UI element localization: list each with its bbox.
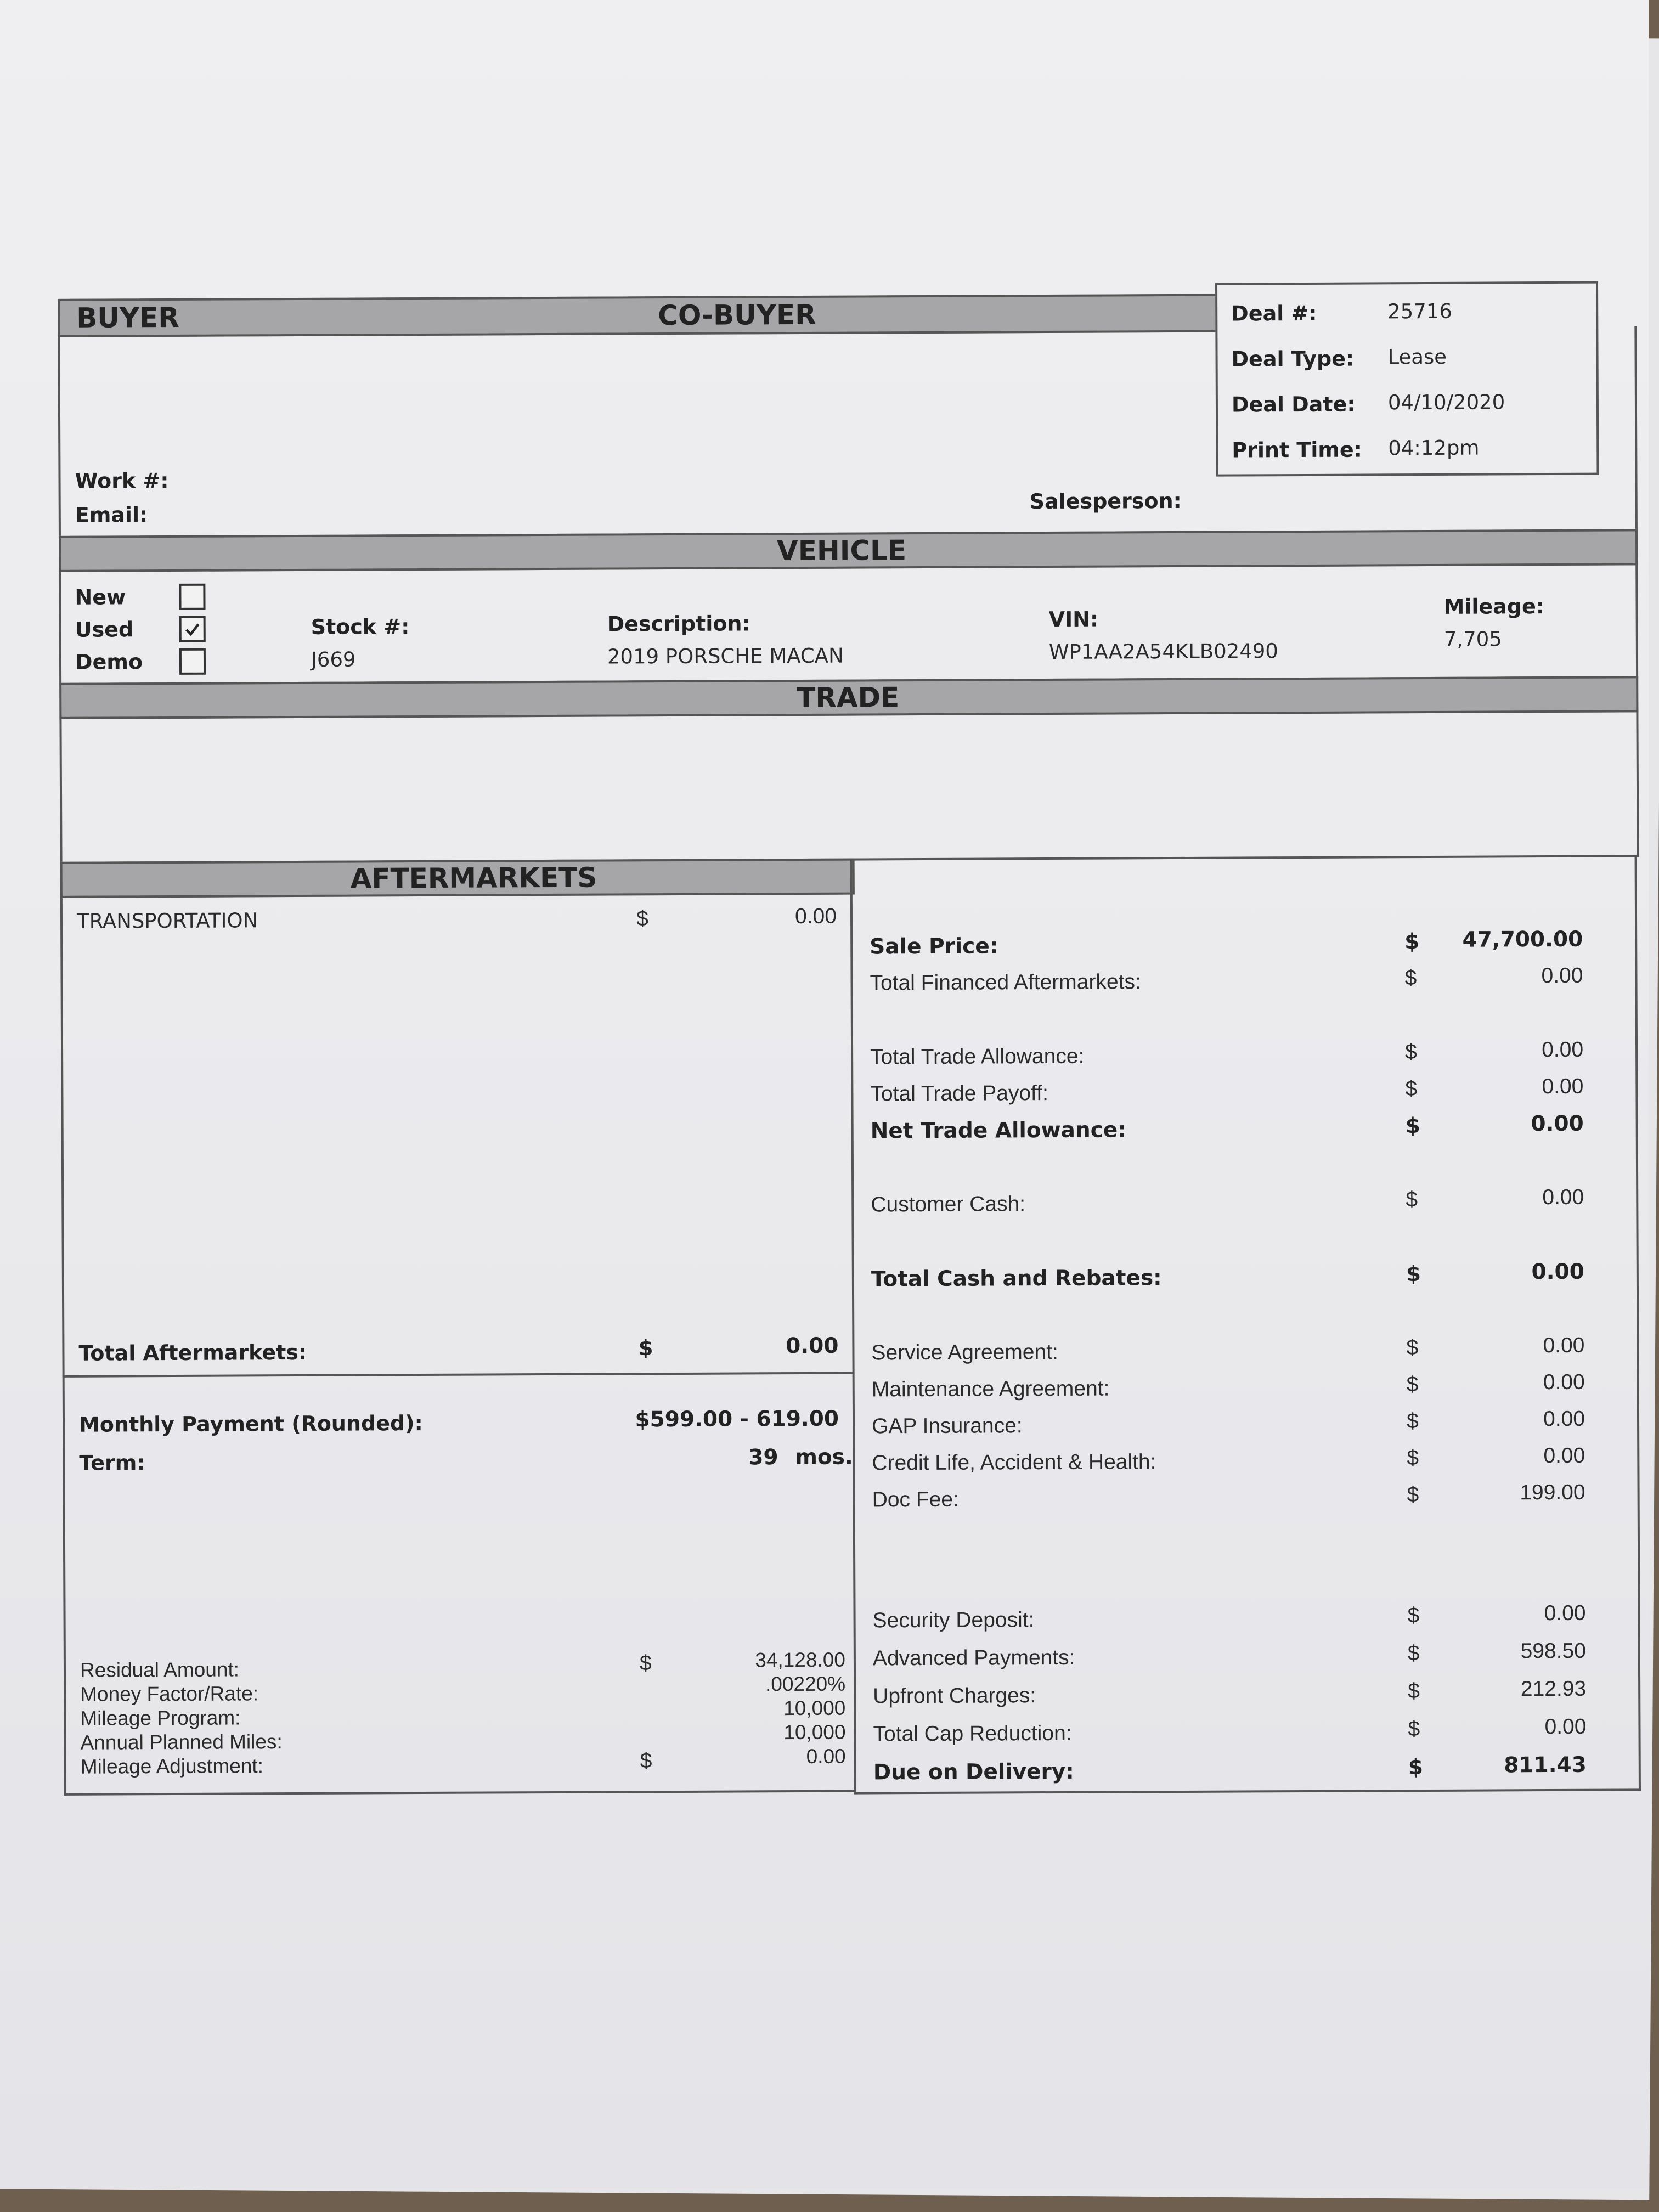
- mileage-program-label: Mileage Program:: [80, 1706, 241, 1730]
- total-cash-currency: $: [1406, 1262, 1421, 1287]
- deal-number: 25716: [1387, 299, 1453, 324]
- description-label: Description:: [607, 611, 751, 636]
- maintenance-agreement-value: 0.00: [1543, 1370, 1585, 1395]
- deal-type-label: Deal Type:: [1231, 346, 1355, 371]
- annual-miles-label: Annual Planned Miles:: [80, 1730, 283, 1754]
- vehicle-section: [59, 561, 1638, 685]
- aftermarket-item-currency: $: [636, 907, 648, 931]
- used-checkbox[interactable]: [179, 616, 206, 642]
- total-aftermarkets-currency: $: [638, 1336, 653, 1361]
- money-factor-label: Money Factor/Rate:: [80, 1682, 259, 1706]
- residual-currency: $: [639, 1651, 652, 1675]
- annual-miles: 10,000: [783, 1720, 846, 1744]
- credit-life-currency: $: [1407, 1446, 1419, 1470]
- monthly-payment-label: Monthly Payment (Rounded):: [78, 1411, 423, 1437]
- security-deposit-value: 0.00: [1544, 1601, 1586, 1626]
- maintenance-agreement-label: Maintenance Agreement:: [871, 1376, 1110, 1402]
- vehicle-title: VEHICLE: [776, 534, 907, 567]
- print-time: 04:12pm: [1388, 436, 1480, 460]
- mileage-program: 10,000: [783, 1696, 846, 1720]
- mileage-adjustment-label: Mileage Adjustment:: [80, 1754, 264, 1778]
- print-time-label: Print Time:: [1232, 437, 1362, 462]
- total-aftermarkets-amount: 0.00: [786, 1333, 839, 1359]
- security-deposit-currency: $: [1407, 1604, 1420, 1628]
- doc-fee-currency: $: [1407, 1483, 1419, 1507]
- buyer-label: BUYER: [76, 301, 179, 334]
- financed-aftermarkets-currency: $: [1404, 966, 1417, 990]
- checkmark-icon: [184, 620, 201, 638]
- deal-type: Lease: [1387, 345, 1447, 369]
- service-agreement-value: 0.00: [1543, 1333, 1585, 1358]
- advanced-payments-label: Advanced Payments:: [872, 1645, 1075, 1671]
- due-on-delivery-value: 811.43: [1504, 1752, 1587, 1778]
- maintenance-agreement-currency: $: [1406, 1373, 1419, 1397]
- salesperson-label: Salesperson:: [1029, 488, 1182, 514]
- deal-date-label: Deal Date:: [1231, 392, 1356, 417]
- trade-payoff-value: 0.00: [1542, 1074, 1584, 1099]
- term-unit: mos.: [795, 1444, 853, 1470]
- money-factor: .00220%: [765, 1672, 846, 1696]
- gap-insurance-currency: $: [1406, 1409, 1419, 1434]
- vehicle-description: 2019 PORSCHE MACAN: [607, 644, 844, 669]
- doc-fee-label: Doc Fee:: [872, 1487, 959, 1512]
- term-label: Term:: [79, 1451, 145, 1475]
- work-number-label: Work #:: [75, 469, 169, 493]
- doc-fee-value: 199.00: [1520, 1480, 1585, 1505]
- customer-cash-label: Customer Cash:: [871, 1192, 1026, 1217]
- net-trade-label: Net Trade Allowance:: [870, 1118, 1126, 1144]
- cap-reduction-currency: $: [1408, 1717, 1420, 1741]
- upfront-charges-value: 212.93: [1520, 1677, 1587, 1701]
- vin-label: VIN:: [1048, 607, 1099, 632]
- cap-reduction-label: Total Cap Reduction:: [873, 1721, 1072, 1746]
- security-deposit-label: Security Deposit:: [872, 1608, 1035, 1633]
- due-on-delivery-label: Due on Delivery:: [873, 1759, 1074, 1785]
- sale-price-currency: $: [1404, 929, 1420, 955]
- mileage-value: 7,705: [1443, 627, 1502, 651]
- net-trade-currency: $: [1405, 1114, 1420, 1139]
- service-agreement-currency: $: [1406, 1336, 1419, 1360]
- monthly-payment-value: $599.00 - 619.00: [635, 1406, 839, 1432]
- financed-aftermarkets-label: Total Financed Aftermarkets:: [870, 970, 1141, 995]
- new-checkbox[interactable]: [179, 584, 205, 610]
- upfront-charges-currency: $: [1408, 1679, 1420, 1703]
- deal-date: 04/10/2020: [1387, 390, 1505, 415]
- term-value: 39: [748, 1445, 778, 1470]
- aftermarket-item-name: TRANSPORTATION: [76, 909, 258, 933]
- net-trade-value: 0.00: [1531, 1111, 1584, 1137]
- cap-reduction-value: 0.00: [1544, 1714, 1587, 1739]
- deal-number-label: Deal #:: [1231, 301, 1317, 326]
- mileage-adjustment-currency: $: [640, 1749, 652, 1773]
- upfront-charges-label: Upfront Charges:: [873, 1684, 1036, 1708]
- residual-labels: [80, 1657, 283, 1779]
- mileage-adjustment: 0.00: [806, 1745, 846, 1768]
- trade-allowance-label: Total Trade Allowance:: [870, 1044, 1085, 1069]
- demo-label: Demo: [75, 650, 143, 674]
- financed-aftermarkets-value: 0.00: [1541, 963, 1583, 988]
- vin-number: WP1AA2A54KLB02490: [1048, 639, 1278, 664]
- credit-life-label: Credit Life, Accident & Health:: [872, 1450, 1156, 1475]
- aftermarket-item-amount: 0.00: [795, 904, 837, 929]
- gap-insurance-value: 0.00: [1543, 1407, 1585, 1431]
- trade-allowance-value: 0.00: [1542, 1037, 1584, 1062]
- sale-price-value: 47,700.00: [1462, 927, 1583, 952]
- residual-amount-label: Residual Amount:: [80, 1658, 240, 1681]
- total-cash-value: 0.00: [1531, 1259, 1584, 1285]
- customer-cash-value: 0.00: [1542, 1185, 1584, 1210]
- trade-allowance-currency: $: [1405, 1040, 1417, 1064]
- mileage-label: Mileage:: [1443, 594, 1545, 619]
- sale-price-label: Sale Price:: [870, 934, 998, 960]
- customer-cash-currency: $: [1406, 1188, 1418, 1212]
- residual-amount: 34,128.00: [755, 1648, 846, 1672]
- used-label: Used: [75, 617, 134, 642]
- deal-info-box: [1215, 281, 1599, 477]
- advanced-payments-value: 598.50: [1520, 1639, 1586, 1663]
- trade-payoff-currency: $: [1405, 1077, 1418, 1101]
- trade-title: TRADE: [797, 681, 900, 714]
- trade-payoff-label: Total Trade Payoff:: [870, 1081, 1048, 1106]
- advanced-payments-currency: $: [1407, 1641, 1420, 1666]
- stock-number: J669: [311, 647, 356, 672]
- aftermarkets-title: AFTERMARKETS: [350, 861, 597, 895]
- credit-life-value: 0.00: [1543, 1443, 1585, 1468]
- deal-recap-form: [44, 281, 1609, 1813]
- email-label: Email:: [75, 503, 148, 527]
- total-aftermarkets-label: Total Aftermarkets:: [78, 1340, 307, 1365]
- stock-label: Stock #:: [311, 614, 410, 639]
- cobuyer-label: CO-BUYER: [658, 298, 816, 332]
- due-on-delivery-currency: $: [1408, 1755, 1424, 1780]
- gap-insurance-label: GAP Insurance:: [871, 1414, 1023, 1438]
- new-label: New: [75, 585, 126, 610]
- trade-section: [59, 708, 1639, 864]
- total-cash-label: Total Cash and Rebates:: [871, 1266, 1162, 1292]
- residual-values: [697, 1648, 846, 1769]
- service-agreement-label: Service Agreement:: [871, 1340, 1058, 1365]
- demo-checkbox[interactable]: [179, 648, 206, 675]
